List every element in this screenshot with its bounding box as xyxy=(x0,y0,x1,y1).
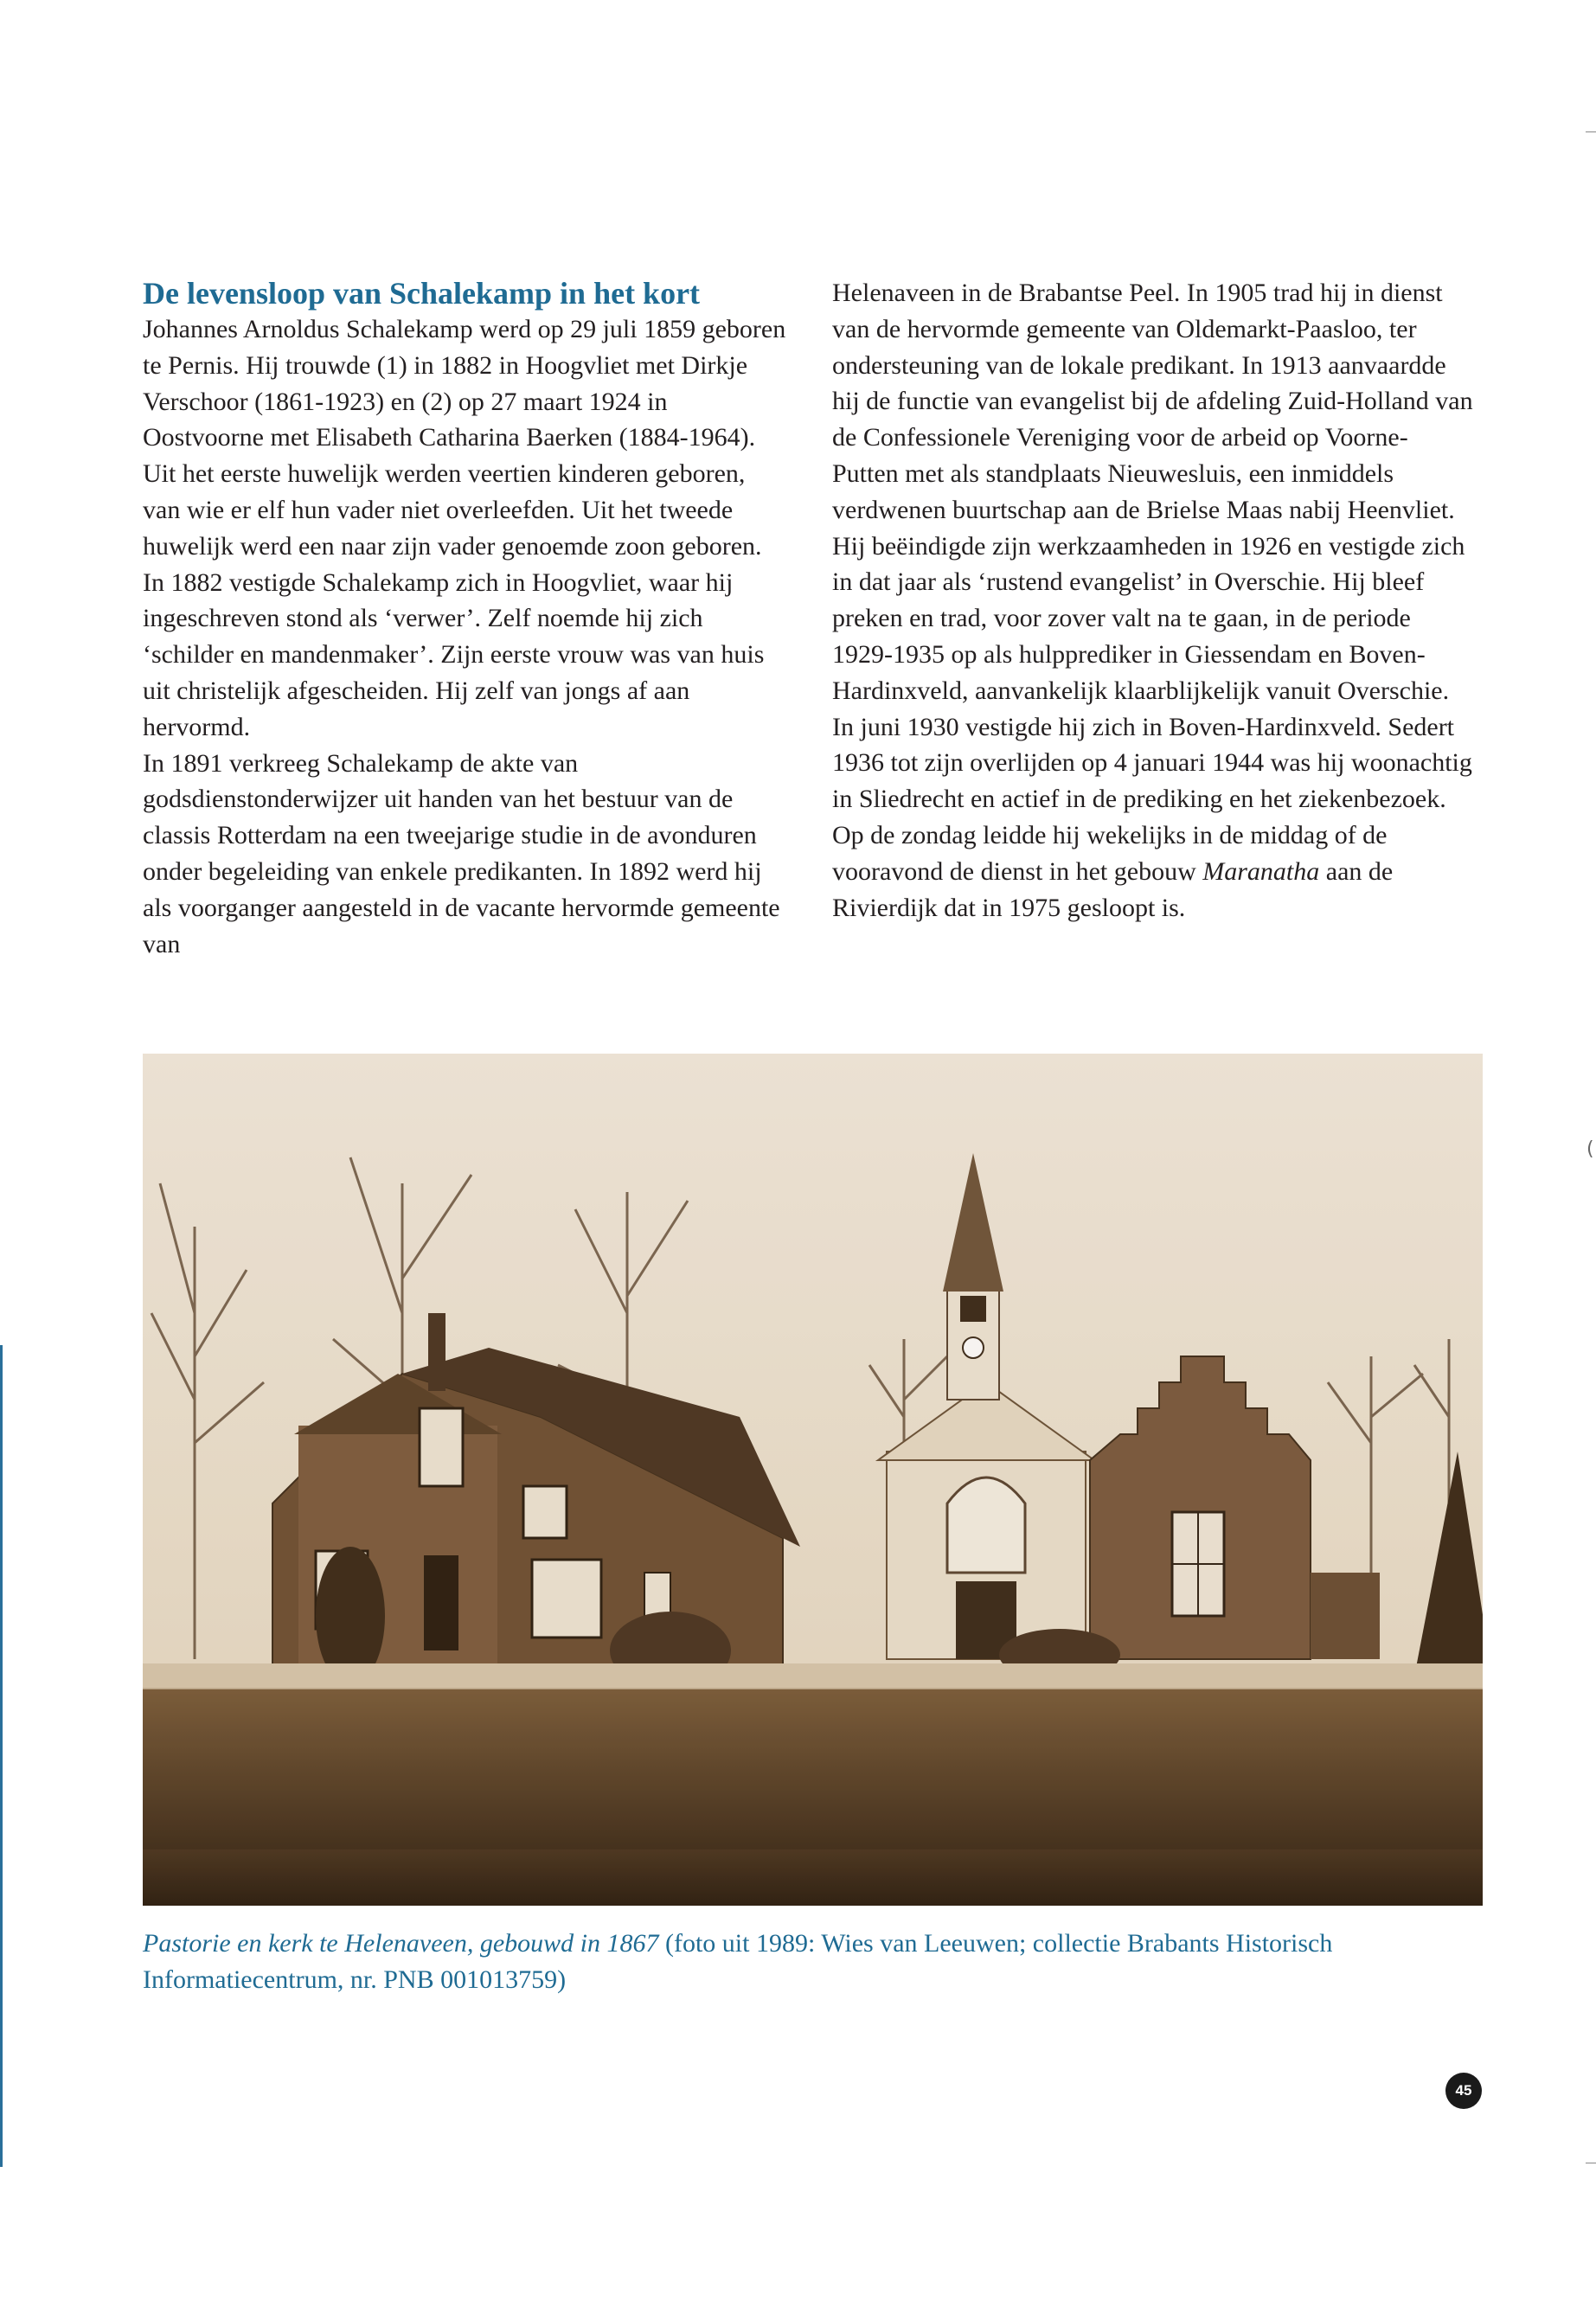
sepia-overlay xyxy=(143,1054,1483,1906)
page-edge-bar xyxy=(0,1345,3,2167)
photo-illustration xyxy=(143,1054,1483,1906)
paragraph: In 1891 verkreeg Schalekamp de akte van godsdienstonderwijzer uit handen van het bestuur van de classis Rotterdam na een tweejarige studie in de avonduren onder begeleiding van enkele predikanten. In 1892 werd hij als voorganger aangesteld in de vacante hervormde gemeente van xyxy=(143,748,780,958)
caption-title: Pastorie en kerk te Helenaveen, gebouwd in 1867 xyxy=(143,1929,659,1958)
registration-mark: ( xyxy=(1586,1138,1594,1160)
building-name: Maranatha xyxy=(1202,856,1320,886)
left-column xyxy=(143,275,787,962)
section-heading: De levensloop van Schalekamp in het kort xyxy=(143,276,701,311)
historic-photo xyxy=(143,1054,1483,1906)
crop-mark-top-right xyxy=(1586,131,1596,132)
paragraph-tail: aan de Rivierdijk dat in 1975 gesloopt is. xyxy=(832,856,1394,922)
paragraph-text: Helenaveen in de Brabantse Peel. In 1905 trad hij in dienst van de hervormde gemeente van Oldemarkt-Paasloo, ter ondersteuning van de lokale predikant. In 1913 aanvaardde hij de functie van evangelist bij de afdeling Zuid-Holland van de Confessionele Vereniging voor de arbeid op Voorne-Putten met als standplaats Nieuwesluis, een inmiddels verdwenen buurtschap aan de Brielse Maas nabij Heenvliet. Hij beëindigde zijn werkzaamheden in 1926 en vestigde zich in dat jaar als ‘rustend evangelist’ in Overschie. Hij bleef preken en trad, voor zover valt na te gaan, in de periode 1929-1935 op als hulpprediker in Giessendam en Boven-Hardinxveld, aanvankelijk klaarblijkelijk vanuit Overschie. In juni 1930 vestigde hij zich in Boven-Hardinxveld. Sedert 1936 tot zijn overlijden op 4 januari 1944 was hij woonachtig in Sliedrecht en actief in de prediking en het ziekenbezoek. Op de zondag leidde hij wekelijks in de middag of de vooravond de dienst in het gebouw xyxy=(832,279,1473,886)
page-number-badge: 45 xyxy=(1445,2073,1482,2109)
paragraph xyxy=(832,275,1474,926)
photo-caption xyxy=(143,1926,1492,1998)
right-column xyxy=(832,275,1474,926)
caption-credit: (foto uit 1989: Wies van Leeuwen; collectie Brabants Historisch Informatiecentrum, nr. PNB 001013759) xyxy=(143,1929,1333,1994)
paragraph: Johannes Arnoldus Schalekamp werd op 29 juli 1859 geboren te Pernis. Hij trouwde (1) in 1882 in Hoogvliet met Dirkje Verschoor (1861-1923) en (2) op 27 maart 1924 in Oostvoorne met Elisabeth Catharina Baerken (1884-1964). Uit het eerste huwelijk werden veertien kinderen geboren, van wie er elf hun vader niet overleefden. Uit het tweede huwelijk werd een naar zijn vader genoemde zoon geboren. In 1882 vestigde Schalekamp zich in Hoogvliet, waar hij ingeschreven stond als ‘verwer’. Zelf noemde hij zich ‘schilder en mandenmaker’. Zijn eerste vrouw was van huis uit christelijk afgescheiden. Hij zelf van jongs af aan hervormd. xyxy=(143,315,786,741)
